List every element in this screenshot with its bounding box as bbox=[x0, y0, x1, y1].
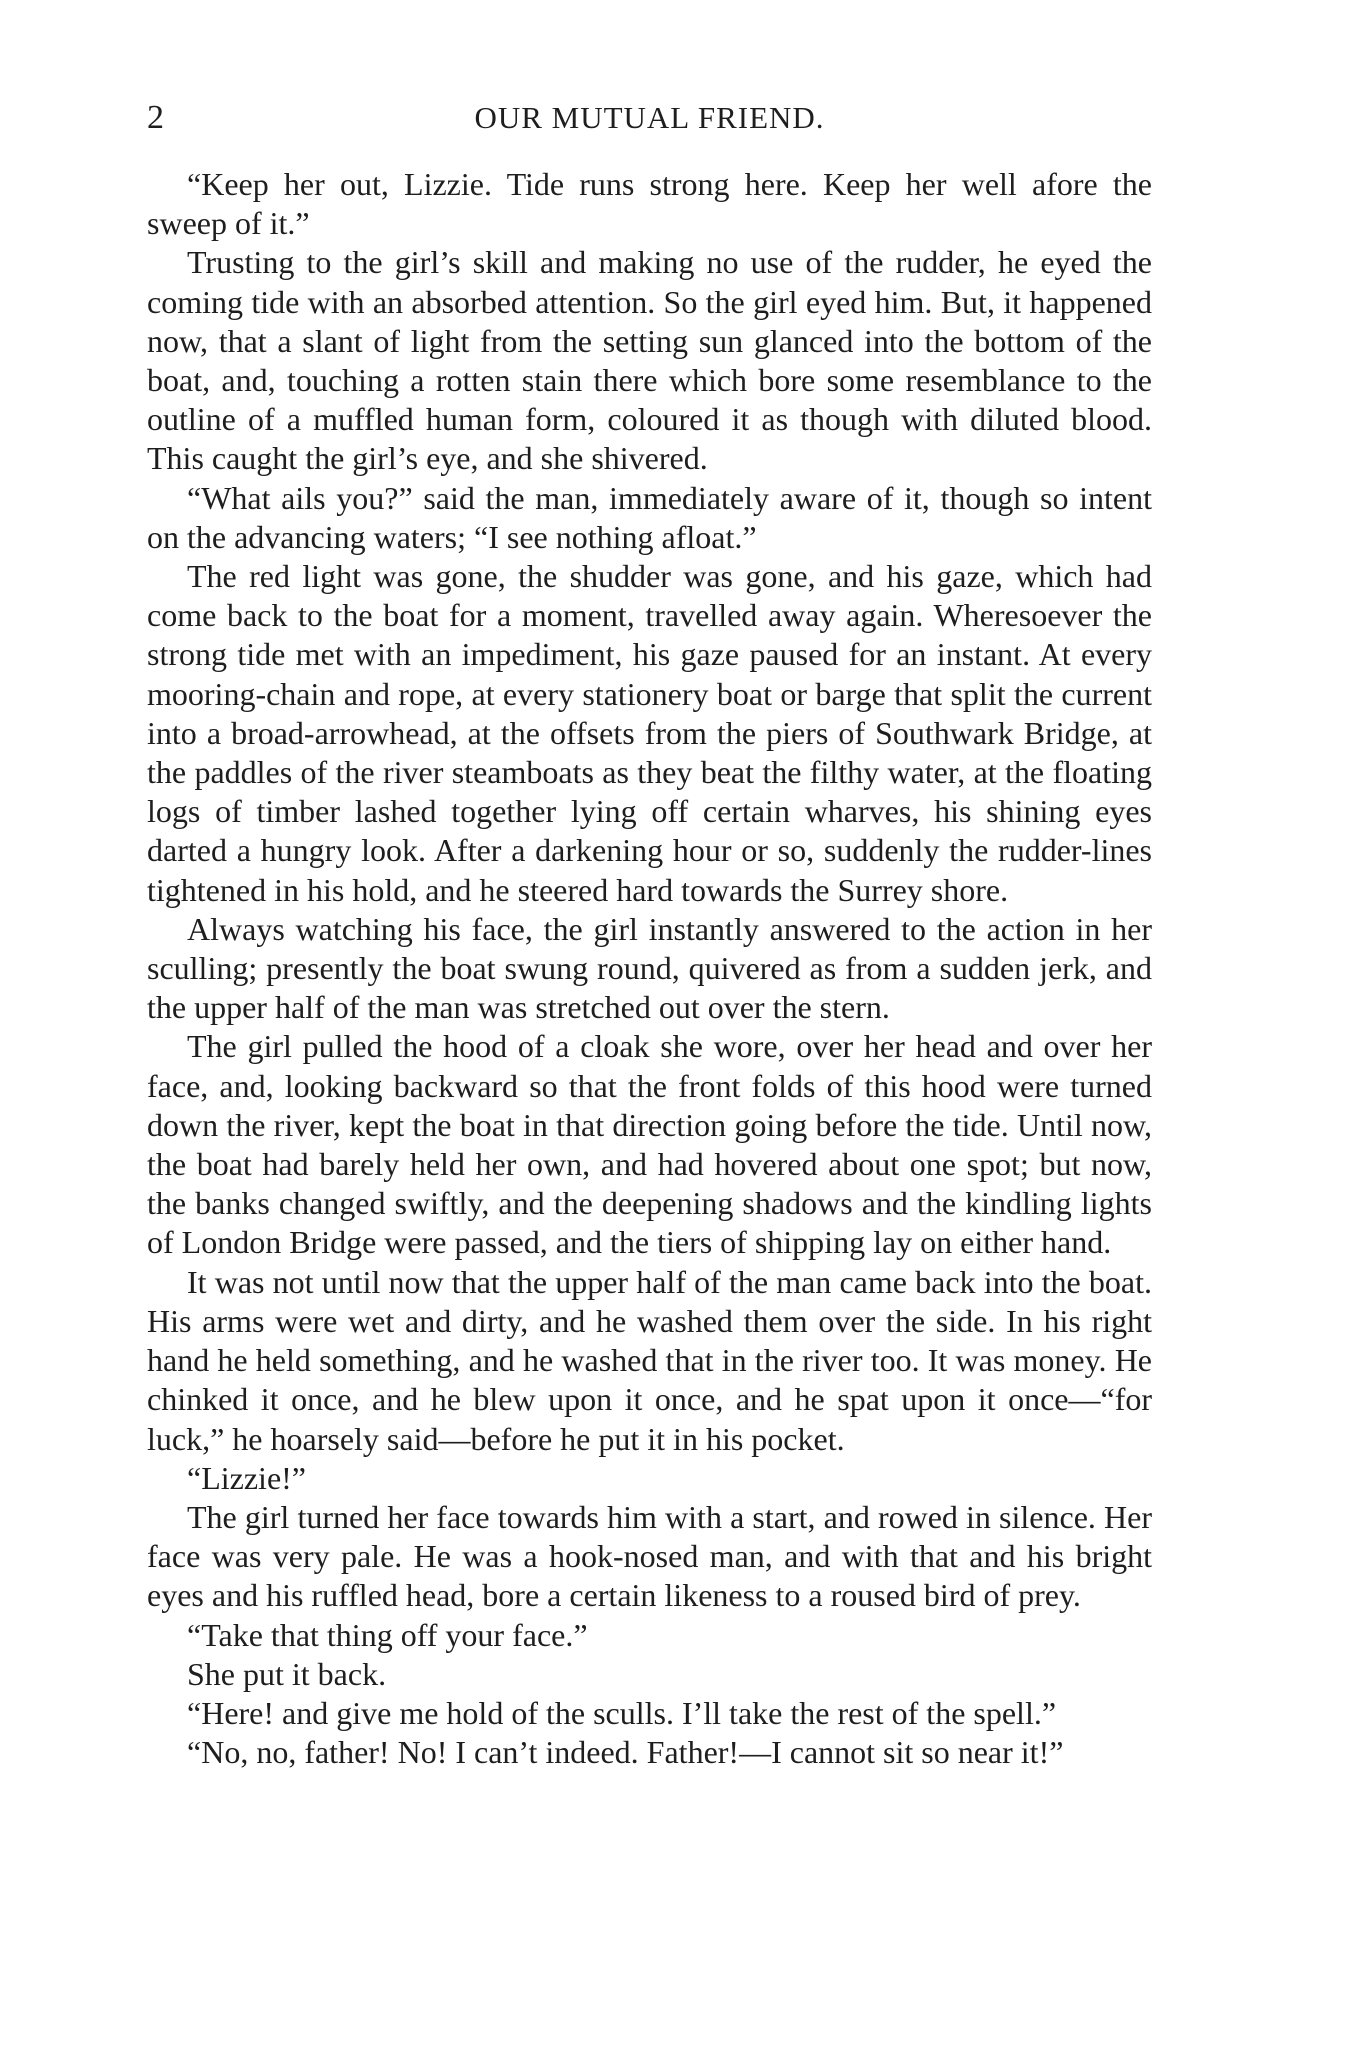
paragraph: “What ails you?” said the man, immediately aware of it, though so intent on the advancing waters; “I see nothing afloat.” bbox=[147, 479, 1152, 555]
paragraph: Always watching his face, the girl instantly answered to the action in her sculling; presently the boat swung round, quivered as from a sudden jerk, and the upper half of the man was stretched out over the stern. bbox=[147, 910, 1152, 1026]
paragraph: The red light was gone, the shudder was gone, and his gaze, which had come back to the boat for a moment, travelled away again. Wheresoever the strong tide met with an impediment, his gaze paused for an instant. At every mooring-chain and rope, at every stationery boat or barge that split the current into a broad-arrowhead, at the offsets from the piers of Southwark Bridge, at the paddles of the river steamboats as they beat the filthy water, at the floating logs of timber lashed together lying off certain wharves, his shining eyes darted a hungry look. After a darkening hour or so, suddenly the rudder-lines tightened in his hold, and he steered hard towards the Surrey shore. bbox=[147, 558, 1152, 908]
paragraph: She put it back. bbox=[187, 1655, 387, 1692]
body-text bbox=[147, 165, 1152, 1772]
page-number: 2 bbox=[147, 99, 164, 136]
page-header bbox=[147, 96, 1152, 140]
running-title: OUR MUTUAL FRIEND. bbox=[474, 100, 825, 135]
paragraph: “Lizzie!” bbox=[187, 1459, 306, 1496]
paragraph: The girl pulled the hood of a cloak she wore, over her head and over her face, and, looking backward so that the front folds of this hood were turned down the river, kept the boat in that direction going before the tide. Until now, the boat had barely held her own, and had hovered about one spot; but now, the banks changed swiftly, and the deepening shadows and the kindling lights of London Bridge were passed, and the tiers of shipping lay on either hand. bbox=[147, 1028, 1152, 1261]
paragraph: “Take that thing off your face.” bbox=[187, 1616, 588, 1653]
paragraph: Trusting to the girl’s skill and making no use of the rudder, he eyed the coming tide with an absorbed attention. So the girl eyed him. But, it happened now, that a slant of light from the setting sun glanced into the bottom of the boat, and, touching a rotten stain there which bore some resemblance to the outline of a muffled human form, coloured it as though with diluted blood. This caught the girl’s eye, and she shivered. bbox=[147, 244, 1152, 477]
paragraph: “Here! and give me hold of the sculls. I’ll take the rest of the spell.” bbox=[187, 1694, 1057, 1731]
paragraph: “Keep her out, Lizzie. Tide runs strong here. Keep her well afore the sweep of it.” bbox=[147, 166, 1152, 242]
paragraph: The girl turned her face towards him with a start, and rowed in silence. Her face was very pale. He was a hook-nosed man, and with that and his bright eyes and his ruffled head, bore a certain likeness to a roused bird of prey. bbox=[147, 1498, 1152, 1614]
paragraph: “No, no, father! No! I can’t indeed. Father!—I cannot sit so near it!” bbox=[187, 1734, 1064, 1771]
paragraph: It was not until now that the upper half of the man came back into the boat. His arms were wet and dirty, and he washed them over the side. In his right hand he held something, and he washed that in the river too. It was money. He chinked it once, and he blew upon it once, and he spat upon it once—“for luck,” he hoarsely said—before he put it in his pocket. bbox=[147, 1263, 1152, 1457]
